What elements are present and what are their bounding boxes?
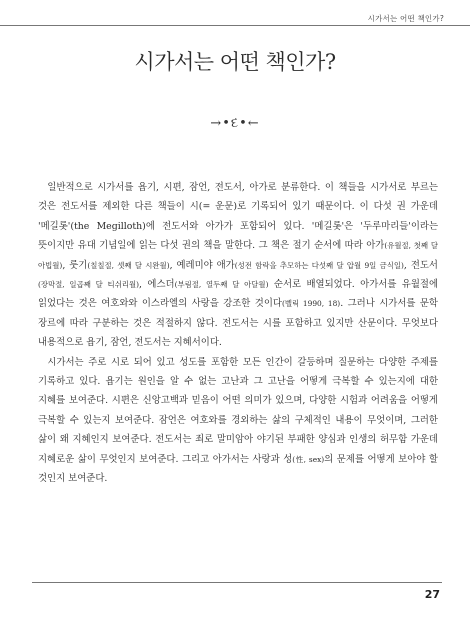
paragraph-2 [38,353,438,489]
citation-run: (벨릭 1990, 18) [281,299,341,309]
text-run: , 예레미야 애가 [169,259,235,271]
note-run: (유월절, 첫째 달 아빕월) [38,241,438,270]
text-run: , 전도서 [403,259,438,271]
text-run: 시가서는 주로 시로 되어 있고 성도를 포함한 모든 인간이 갈등하며 질문하는 다양한 주제를 기록하고 있다. 욥기는 원인을 알 수 없는 고난과 그 고난을 어떻게 극복할 수 있는지에 대한 지혜를 보여준다. 시편은 신앙고백과 믿음이 어떤 의미가 있으며, 다양한 시험과 어려움을 어떻게 극복할 수 있는지 보여준다. 잠언은 여호와를 경외하는 삶의 구체적인 내용이 무엇이며, 그러한 삶이 왜 지혜인지 보여준다. 전도서는 죄로 말미암아 야기된 부패한 양심과 인생의 허무함 가운데 지혜로운 삶이 무엇인지 보여준다. 그리고 아가서는 사랑과 성 [38,356,438,465]
text-run: 의 문제를 어떻게 보아야 할 것인지 보여준다. [38,453,438,485]
footer-rule [32,582,442,583]
header-rule [0,25,470,26]
note-run: (性, sex) [292,454,325,464]
note-run: (장막절, 일곱째 달 티쉬리월) [38,280,140,290]
text-run: 일반적으로 시가서를 욥기, 시편, 잠언, 전도서, 아가로 분류한다. 이 책들을 시가서로 부르는 것은 전도서를 제외한 다른 책들이 시(= 운문)로 기록되어 있기 때문이다. 이 다섯 권 가운데 '메길롯'(the Megilloth)에 전도서와 아가가 포함되어 있다. '메길롯'은 '두루마리들'이라는 뜻이지만 유대 기념일에 읽는 다섯 권의 책을 말한다. 그 책은 절기 순서에 따라 아가 [38,182,438,252]
page-number: 27 [424,588,440,601]
page-title: 시가서는 어떤 책인가? [134,50,336,74]
body-text [38,178,438,489]
paragraph-1 [38,178,438,353]
text-run: , 룻기 [62,259,88,271]
text-run: . 그러나 시가서를 문학 장르에 따라 구분하는 것은 적절하지 않다. 전도서는 시를 포함하고 있지만 산문이다. 무엇보다 내용적으로 욥기, 잠언, 전도서는 지혜서이다. [38,298,438,349]
ornament-divider: →•દ•← [210,116,260,131]
text-run: 순서로 배열되었다. 아가서를 유월절에 읽었다는 것은 여호와와 이스라엘의 사랑을 강조한 것이다 [38,279,439,310]
note-run: (칠칠절, 셋째 달 시완월) [87,260,170,270]
text-run: , 에스더 [139,279,175,291]
note-run: (부림절, 열두째 달 아달월) [174,280,269,290]
note-run: (성전 함락을 추모하는 다섯째 달 압월 9일 금식일) [234,260,404,270]
running-head: 시가서는 어떤 책인가? [367,14,444,23]
